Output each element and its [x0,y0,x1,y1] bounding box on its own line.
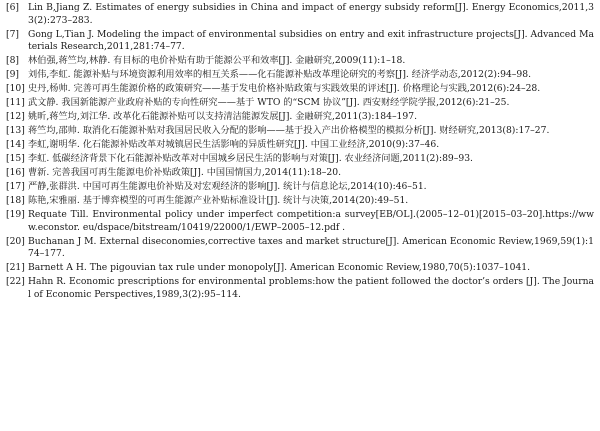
reference-number: [12] [6,111,25,123]
reference-number: [6] [6,2,20,13]
reference-text: Hahn R. Economic prescriptions for environmental problems:how the patient followed the doctor’s orders [J]. The Journal of Economic Perspectives,1989,3(2):95–114. [28,276,594,300]
reference-item [6,276,594,301]
reference-item [6,181,594,194]
reference-text: Buchanan J M. External diseconomies,corrective taxes and market structure[J]. American Economic Review,1969,59(1):174–177. [28,235,594,260]
reference-number: [20] [6,235,25,247]
reference-item [6,55,594,68]
reference-text: 林伯强,蒋竺均,林静. 有目标的电价补贴有助于能源公平和效率[J]. 金融研究,2009(11):1–18. [28,55,406,67]
reference-text: 李虹,谢明华. 化石能源补贴改革对城镇居民生活影响的异质性研究[J]. 中国工业经济,2010(9):37–46. [28,139,440,151]
reference-item [6,153,594,166]
reference-item [6,167,594,180]
reference-number: [8] [6,55,20,67]
reference-number: [10] [6,83,25,95]
reference-item [6,111,594,124]
reference-number: [15] [6,153,25,165]
reference-number: [9] [6,69,20,81]
reference-text: Barnett A H. The pigouvian tax rule under monopoly[J]. American Economic Review,1980,70(5):1037–1041. [28,262,531,274]
reference-text: 蒋竺均,邵帅. 取消化石能源补贴对我国居民收入分配的影响——基于投入产出价格模型的模拟分析[J]. 财经研究,2013(8):17–27. [28,125,550,137]
reference-text: 武文静. 我国新能源产业政府补贴的专向性研究——基于 WTO 的“SCM 协议”[J]. 西安财经学院学报,2012(6):21–25. [28,97,510,109]
reference-text: 陈艳,宋雅丽. 基于博弈模型的可再生能源产业补贴标准设计[J]. 统计与决策,2014(20):49–51. [28,195,409,206]
reference-text: 李虹. 低碳经济背景下化石能源补贴改革对中国城乡居民生活的影响与对策[J]. 农业经济问题,2011(2):89–93. [28,153,473,165]
reference-number: [11] [6,97,25,109]
reference-text: 严静,张群洪. 中国可再生能源电价补贴及对宏观经济的影响[J]. 统计与信息论坛,2014(10):46–51. [28,181,427,193]
reference-item [6,236,594,261]
reference-text: 曹新. 完善我国可再生能源电价补贴政策[J]. 中国国情国力,2014(11):18–20. [28,167,341,179]
reference-item [6,29,594,54]
reference-number: [14] [6,139,25,151]
reference-item [6,195,594,208]
reference-item [6,2,594,27]
reference-item [6,262,594,275]
reference-text: 史丹,杨帅. 完善可再生能源价格的政策研究——基于发电价格补贴政策与实践效果的评述[J]. 价格理论与实践,2012(6):24–28. [28,83,541,95]
reference-number: [19] [6,208,25,220]
reference-number: [18] [6,195,25,206]
reference-item [6,83,594,96]
reference-item [6,97,594,110]
reference-item [6,125,594,138]
reference-item [6,209,594,234]
reference-text: 刘伟,李虹. 能源补贴与环境资源利用效率的相互关系——化石能源补贴改革理论研究的考察[J]. 经济学动态,2012(2):94–98. [28,69,532,81]
reference-number: [21] [6,262,25,274]
reference-text: Requate Till. Environmental policy under imperfect competition:a survey[EB/OL].(2005–12–01)[2015–03–20].https://www.econstor. eu/dspace/bitstream/10419/22000/1/EWP–2005–12.pdf . [28,208,594,233]
reference-number: [7] [6,28,20,40]
reference-number: [22] [6,276,25,288]
reference-text: Lin B,Jiang Z. Estimates of energy subsidies in China and impact of energy subsidy reform[J]. Energy Economics,2011,33(2):273–283. [28,2,594,26]
reference-number: [16] [6,167,25,179]
reference-number: [13] [6,125,25,137]
reference-item [6,69,594,82]
reference-number: [17] [6,181,25,193]
reference-item [6,139,594,152]
reference-text: Gong L,Tian J. Modeling the impact of environmental subsidies on entry and exit infrastructure projects[J]. Advanced Materials Research,2011,281:74–77. [28,28,594,53]
reference-list [6,2,594,303]
reference-text: 姚昕,蒋竺均,刘江华. 改革化石能源补贴可以支持清洁能源发展[J]. 金融研究,2011(3):184–197. [28,111,417,123]
